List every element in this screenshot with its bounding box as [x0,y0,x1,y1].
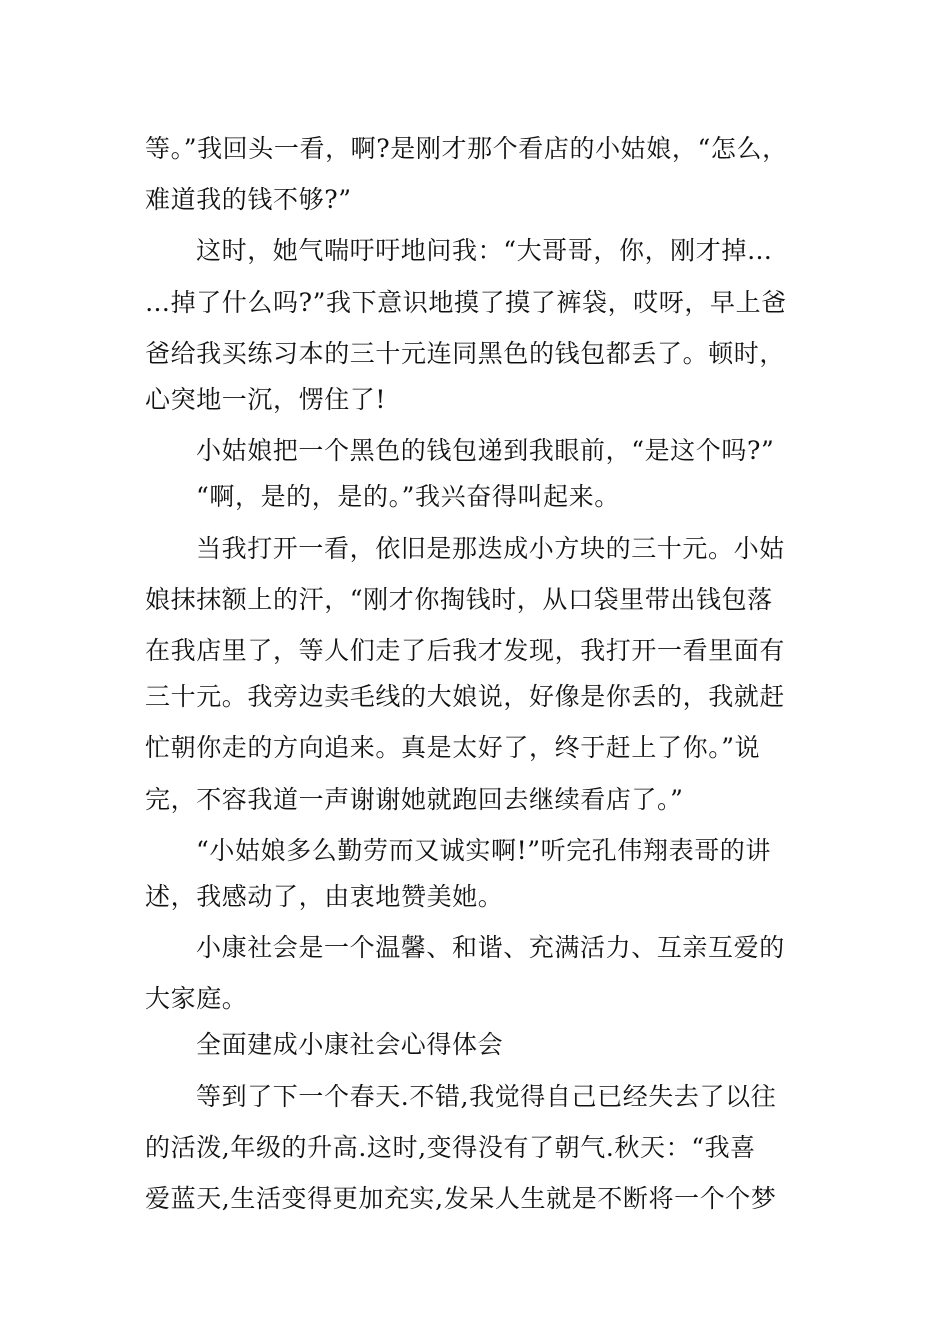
paragraph-start-line: “小姑娘多么勤劳而又诚实啊!”听完孔伟翔表哥的讲 [196,836,772,865]
paragraph-start-line: 这时，她气喘吁吁地问我：“大哥哥，你，刚才掉… [196,236,773,265]
text-line: 心突地一沉，愣住了! [145,385,387,414]
paragraph-start-line: 等到了下一个春天.不错,我觉得自己已经失去了以往 [196,1082,777,1111]
text-line: 在我店里了，等人们走了后我才发现，我打开一看里面有 [145,636,786,665]
text-line: 大家庭。 [145,984,248,1013]
text-line: 娘抹抹额上的汗，“刚才你掏钱时，从口袋里带出钱包落 [145,585,773,614]
text-line: 等。”我回头一看，啊?是刚才那个看店的小姑娘，“怎么， [145,134,788,163]
text-line: 爸给我买练习本的三十元连同黑色的钱包都丢了。顿时， [145,339,786,368]
text-line: 完，不容我道一声谢谢她就跑回去继续看店了。” [145,785,684,814]
text-line: 的活泼,年级的升高.这时,变得没有了朝气.秋天：“我喜 [145,1133,756,1162]
text-line: 三十元。我旁边卖毛线的大娘说，好像是你丢的，我就赶 [145,682,786,711]
text-line: 难道我的钱不够?” [145,185,352,214]
paragraph-start-line: 小康社会是一个温馨、和谐、充满活力、互亲互爱的 [196,933,785,962]
section-heading: 全面建成小康社会心得体会 [196,1030,504,1059]
text-line: 爱蓝天,生活变得更加充实,发呆人生就是不断将一个个梦 [145,1184,777,1213]
paragraph-start-line: “啊，是的，是的。”我兴奋得叫起来。 [196,482,620,511]
text-line: …掉了什么吗?”我下意识地摸了摸了裤袋，哎呀，早上爸 [145,288,787,317]
text-line: 述，我感动了，由衷地赞美她。 [145,882,504,911]
paragraph-start-line: 小姑娘把一个黑色的钱包递到我眼前，“是这个吗?” [196,436,775,465]
paragraph-start-line: 当我打开一看，依旧是那迭成小方块的三十元。小姑 [196,534,785,563]
text-line: 忙朝你走的方向追来。真是太好了，终于赶上了你。”说 [145,733,761,762]
